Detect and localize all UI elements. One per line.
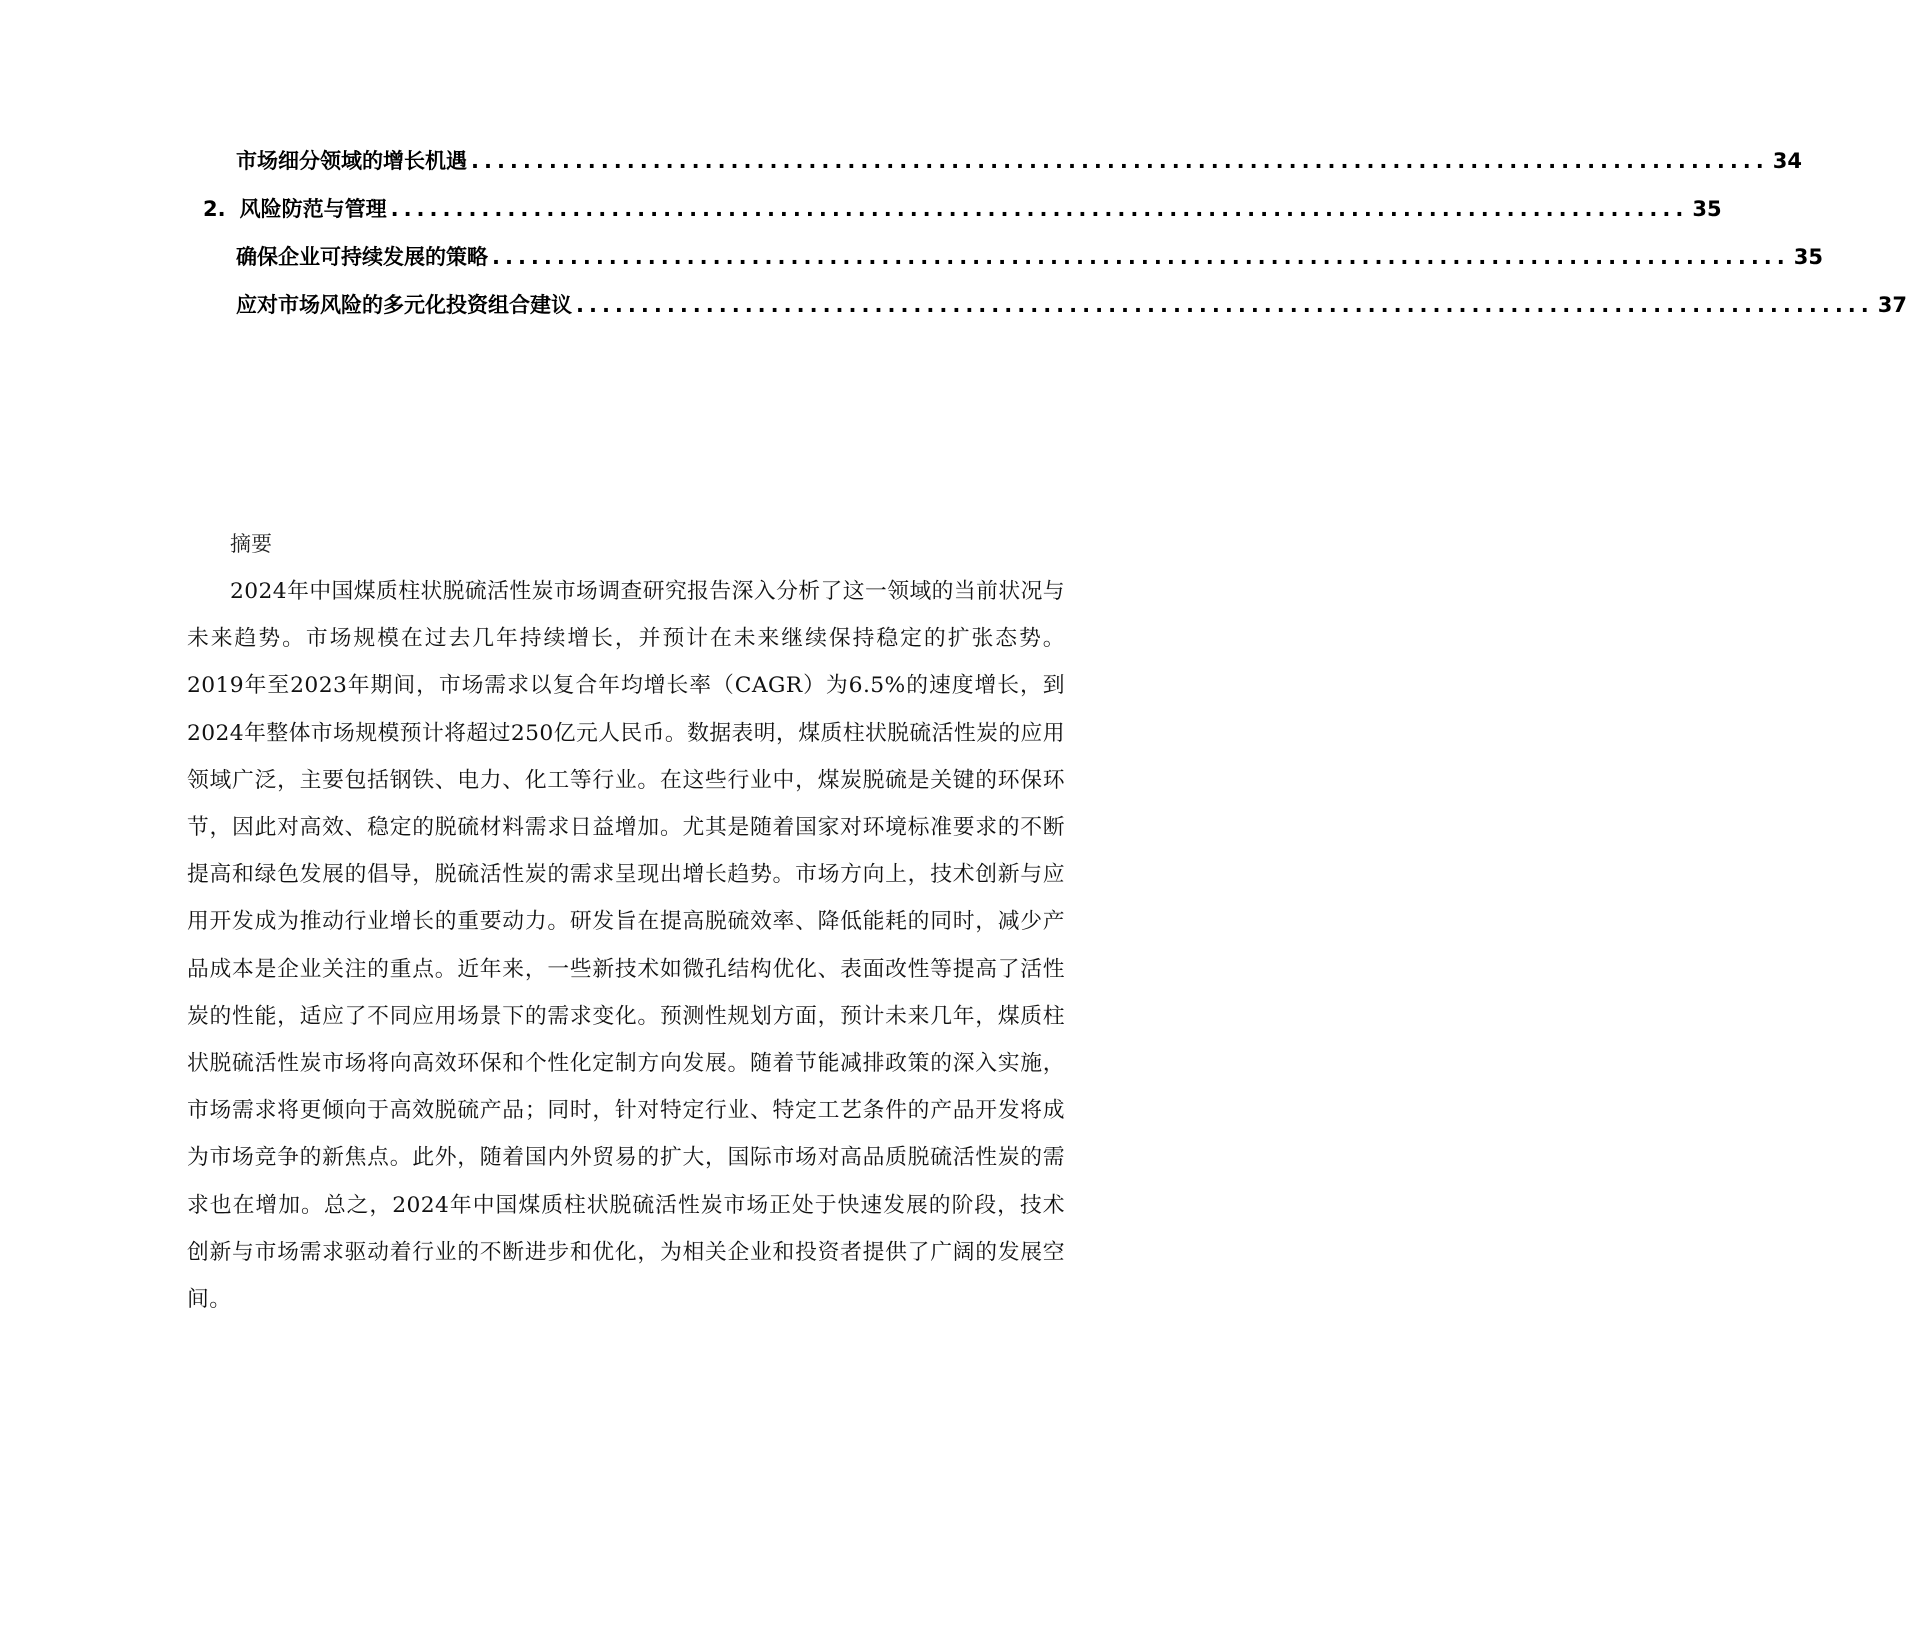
abstract-body: 2024年中国煤质柱状脱硫活性炭市场调查研究报告深入分析了这一领域的当前状况与未来趋势。市场规模在过去几年持续增长，并预计在未来继续保持稳定的扩张态势。2019年至2023年期间，市场需求以复合年均增长率（CAGR）为6.5%的速度增长，到2024年整体市场规模预计将超过250亿元人民币。数据表明，煤质柱状脱硫活性炭的应用领域广泛，主要包括钢铁、电力、化工等行业。在这些行业中，煤炭脱硫是关键的环保环节，因此对高效、稳定的脱硫材料需求日益增加。尤其是随着国家对环境标准要求的不断提高和绿色发展的倡导，脱硫活性炭的需求呈现出增长趋势。市场方向上，技术创新与应用开发成为推动行业增长的重要动力。研发旨在提高脱硫效率、降低能耗的同时，减少产品成本是企业关注的重点。近年来，一些新技术如微孔结构优化、表面改性等提高了活性炭的性能，适应了不同应用场景下的需求变化。预测性规划方面，预计未来几年，煤质柱状脱硫活性炭市场将向高效环保和个性化定制方向发展。随着节能减排政策的深入实施，市场需求将更倾向于高效脱硫产品；同时，针对特定行业、特定工艺条件的产品开发将成为市场竞争的新焦点。此外，随着国内外贸易的扩大，国际市场对高品质脱硫活性炭的需求也在增加。总之，2024年中国煤质柱状脱硫活性炭市场正处于快速发展的阶段，技术创新与市场需求驱动着行业的不断进步和优化，为相关企业和投资者提供了广阔的发展空间。 bbox=[187, 579, 1065, 1313]
toc-dot-leader: .................................................................................................... bbox=[492, 245, 1790, 269]
toc-entry-title: 确保企业可持续发展的策略 bbox=[236, 245, 488, 269]
abstract-heading: 摘要 bbox=[230, 532, 272, 556]
toc-dot-leader: .................................................................................................... bbox=[471, 149, 1769, 173]
toc-entry[interactable] bbox=[185, 241, 1823, 289]
toc-entry-number: 2. bbox=[203, 197, 226, 221]
toc-entry-page: 35 bbox=[1692, 197, 1722, 221]
abstract-section bbox=[187, 520, 1065, 1323]
toc-entry-title: 风险防范与管理 bbox=[239, 197, 387, 221]
toc-entry-page: 37 bbox=[1877, 293, 1907, 317]
toc-entry-page: 34 bbox=[1772, 149, 1802, 173]
toc-entry-title: 市场细分领域的增长机遇 bbox=[236, 149, 467, 173]
toc-entry[interactable] bbox=[185, 193, 1722, 241]
table-of-contents bbox=[185, 145, 1907, 337]
toc-dot-leader: .................................................................................................... bbox=[576, 293, 1874, 317]
toc-entry-title: 应对市场风险的多元化投资组合建议 bbox=[236, 293, 572, 317]
toc-entry[interactable] bbox=[185, 145, 1802, 193]
toc-entry-page: 35 bbox=[1793, 245, 1823, 269]
toc-entry[interactable] bbox=[185, 289, 1907, 337]
toc-dot-leader: .................................................................................................... bbox=[390, 197, 1689, 221]
